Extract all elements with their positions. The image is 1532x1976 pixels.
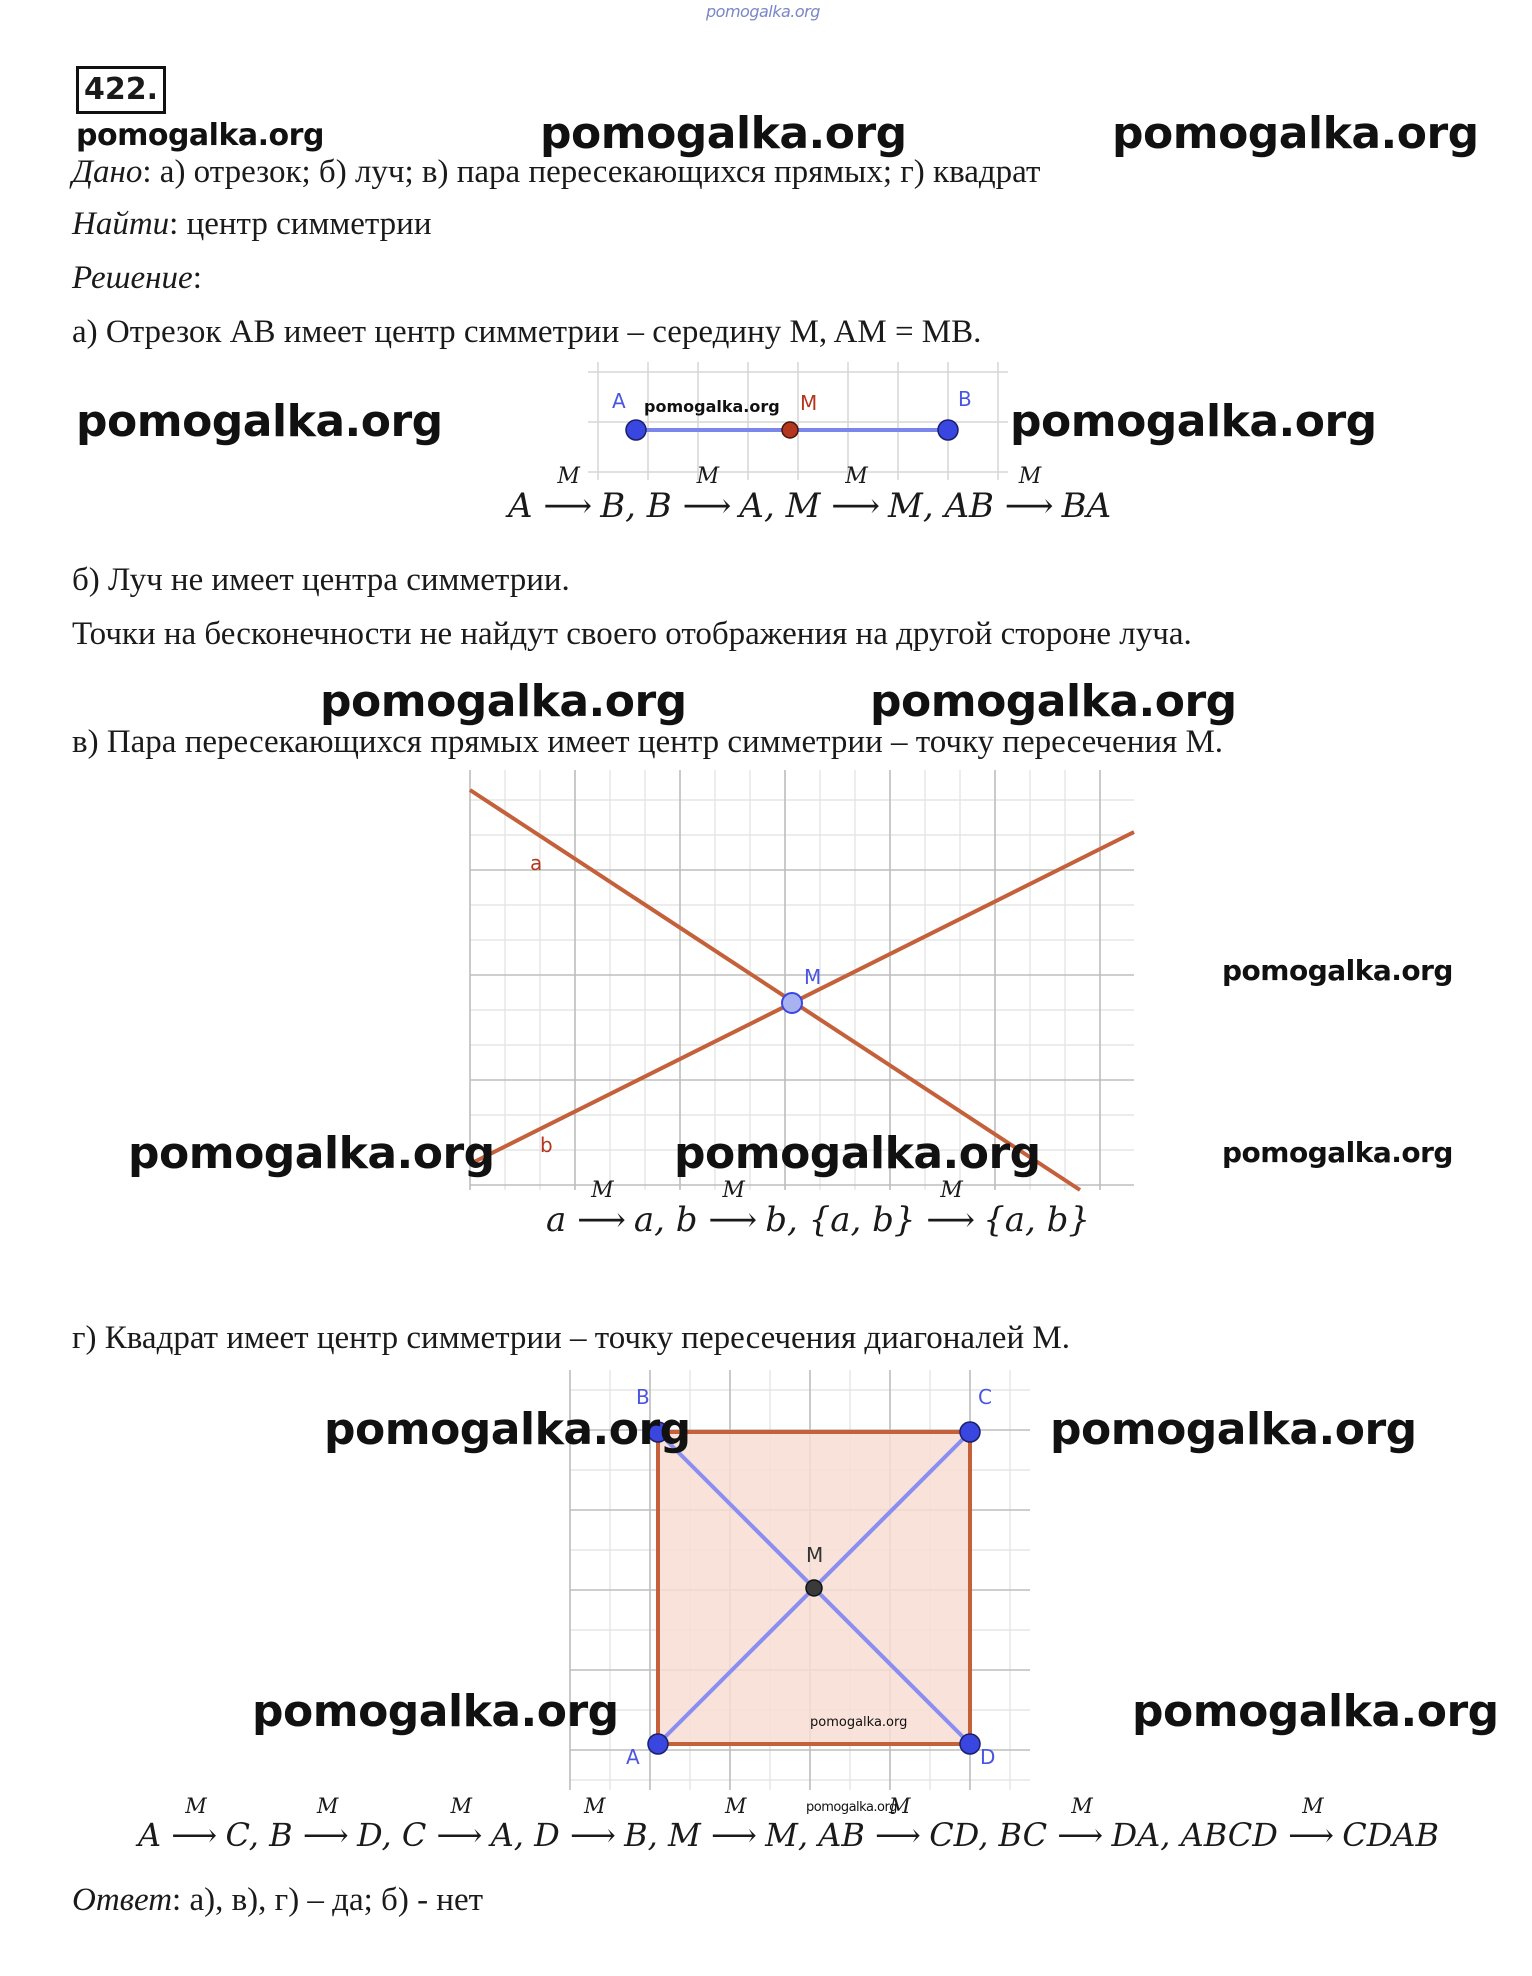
watermark: pomogalka.org [76,118,324,153]
solution-colon: : [192,260,202,296]
maps-to-arrow: M ⟶ [577,1178,626,1240]
maps-to-arrow: M ⟶ [875,1794,921,1854]
watermark: pomogalka.org [1132,1686,1499,1737]
given-line [72,152,1040,192]
formula-term: BA [1061,486,1112,526]
point-d [960,1734,980,1754]
maps-to-arrow: M ⟶ [926,1178,976,1240]
formula-term: a, b [633,1200,698,1240]
formula-term: B, M [624,1816,701,1854]
watermark: pomogalka.org [76,396,443,447]
label-b: B [958,387,972,411]
maps-to-arrow: M ⟶ [302,1794,349,1854]
watermark: pomogalka.org [1010,396,1377,447]
watermark: pomogalka.org [870,676,1237,727]
watermark: pomogalka.org [540,108,907,159]
solution-line [72,258,202,298]
formula-term: b, {a, b} [765,1200,916,1240]
watermark: pomogalka.org [1112,108,1479,159]
formula-a [508,464,1112,526]
answer-label: Ответ [72,1882,173,1918]
maps-to-arrow: M ⟶ [708,1178,758,1240]
formula-term: A [508,486,533,526]
label-m: M [804,965,822,989]
find-label: Найти [72,206,170,242]
formula-term: D, C [357,1816,427,1854]
label-a: A [626,1745,640,1769]
formula-term: A, M [739,486,821,526]
watermark: pomogalka.org [1050,1404,1417,1455]
find-line [72,204,432,244]
formula-term: CD, BC [929,1816,1048,1854]
formula-term: {a, b} [983,1200,1091,1240]
given-label: Дано [72,154,143,190]
given-text: : а) отрезок; б) луч; в) пара пересекающихся прямых; г) квадрат [142,154,1041,190]
part-d-text: г) Квадрат имеет центр симметрии – точку пересечения диагоналей M. [72,1320,1070,1356]
point-m [782,993,802,1013]
point-m [782,422,798,438]
formula-term: CDAB [1342,1816,1440,1854]
maps-to-arrow: M ⟶ [831,464,880,526]
watermark: pomogalka.org [320,676,687,727]
point-a [648,1734,668,1754]
formula-term: A [138,1816,162,1854]
label-m: M [800,391,818,415]
maps-to-arrow: M ⟶ [543,464,593,526]
maps-to-arrow: M ⟶ [1004,464,1054,526]
figure-watermark: pomogalka.org [810,1715,908,1730]
line-b [470,832,1134,1164]
formula-term: B, B [600,486,672,526]
point-b [938,420,958,440]
formula-term: M, AB [888,486,994,526]
segment-figure [588,362,1008,480]
watermark: pomogalka.org [806,1800,897,1815]
formula-term: M, AB [765,1816,865,1854]
maps-to-arrow: M ⟶ [682,464,732,526]
formula-term: a [546,1200,567,1240]
solution-label: Решение [72,260,193,296]
maps-to-arrow: M ⟶ [171,1794,218,1854]
top-watermark: pomogalka.org [706,2,820,21]
maps-to-arrow: M ⟶ [436,1794,483,1854]
maps-to-arrow: M ⟶ [569,1794,616,1854]
point-a [626,420,646,440]
label-b: b [540,1133,553,1157]
label-b: B [636,1385,650,1409]
formula-term: A, D [490,1816,560,1854]
point-m [806,1580,822,1596]
answer-text: : а), в), г) – да; б) - нет [172,1882,484,1918]
watermark: pomogalka.org [674,1128,1041,1179]
find-text: : центр симметрии [169,206,432,242]
label-a: A [612,389,626,413]
task-number: 422. [76,66,166,114]
formula-term: DA, ABCD [1111,1816,1278,1854]
watermark: pomogalka.org [1222,954,1453,987]
lines-grid-minor [470,770,1134,1190]
point-c [960,1422,980,1442]
watermark: pomogalka.org [128,1128,495,1179]
answer-line [72,1880,483,1920]
formula-term: C, B [225,1816,293,1854]
watermark: pomogalka.org [324,1404,691,1455]
watermark: pomogalka.org [252,1686,619,1737]
part-a-text: а) Отрезок AB имеет центр симметрии – середину M, AM = MB. [72,314,982,350]
label-c: C [978,1385,992,1409]
part-b-line1: б) Луч не имеет центра симметрии. [72,562,570,598]
part-c-text: в) Пара пересекающихся прямых имеет центр симметрии – точку пересечения M. [72,724,1224,760]
formula-c [546,1178,1091,1240]
maps-to-arrow: M ⟶ [710,1794,757,1854]
maps-to-arrow: M ⟶ [1057,1794,1104,1854]
watermark: pomogalka.org [1222,1136,1453,1169]
lines-figure [470,770,1134,1190]
figure-watermark: pomogalka.org [644,397,780,416]
part-b-line2: Точки на бесконечности не найдут своего отображения на другой стороне луча. [72,616,1192,652]
label-m: M [806,1543,824,1567]
lines-grid-major [470,770,1134,1190]
label-a: a [530,851,543,875]
label-d: D [980,1745,996,1769]
maps-to-arrow: M ⟶ [1288,1794,1334,1854]
